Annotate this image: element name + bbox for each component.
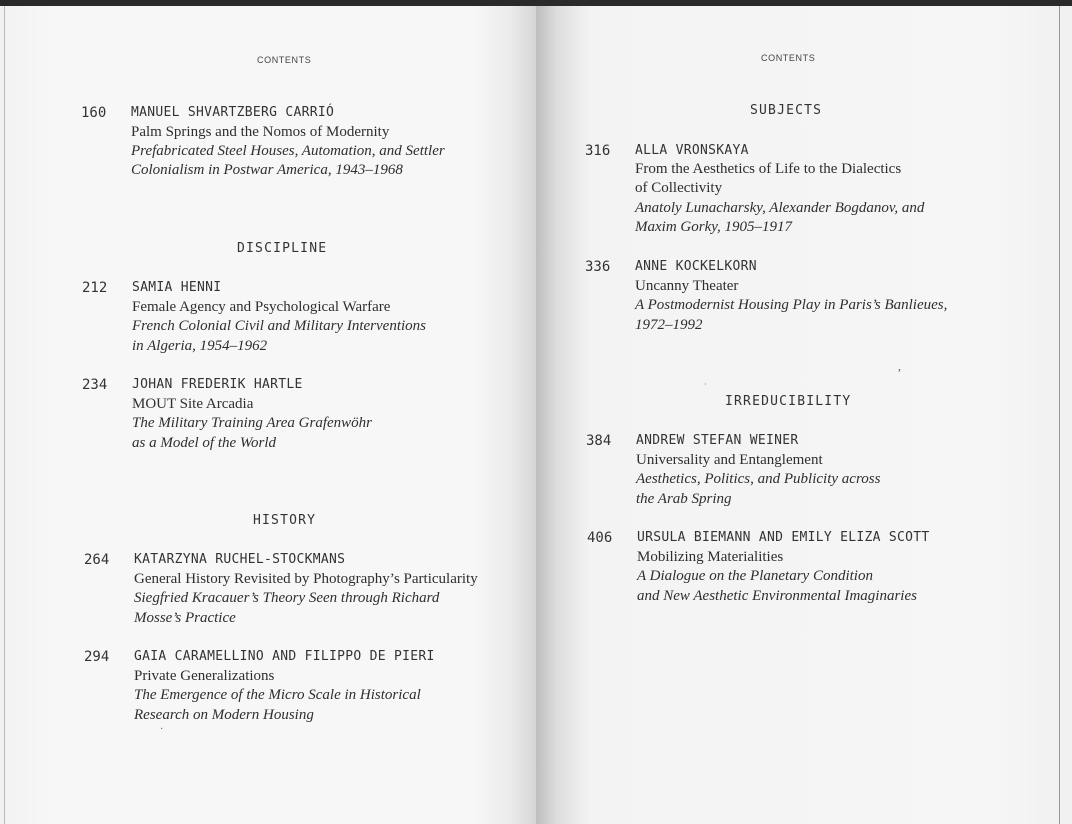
scan-speck: ,	[898, 359, 901, 373]
entry-page-number: 316	[585, 143, 611, 159]
entry-page-number: 294	[84, 649, 110, 665]
entry-subtitle-line: Research on Modern Housing	[134, 707, 314, 723]
entry-title: Mobilizing Materialities	[637, 549, 784, 565]
entry-subtitle-line: the Arab Spring	[636, 491, 732, 507]
entry-subtitle-line: as a Model of the World	[132, 435, 277, 451]
entry-author: ANNE KOCKELKORN	[635, 259, 757, 274]
entry-title-line: From the Aesthetics of Life to the Dialectics	[635, 161, 902, 177]
entry-subtitle-line: Anatoly Lunacharsky, Alexander Bogdanov, and	[635, 200, 925, 216]
entry-page-number: 264	[84, 552, 110, 568]
entry-subtitle-line: Aesthetics, Politics, and Publicity across	[636, 471, 881, 487]
entry-author: JOHAN FREDERIK HARTLE	[132, 377, 303, 392]
section-heading-discipline: DISCIPLINE	[237, 241, 328, 256]
entry-subtitle-line: A Dialogue on the Planetary Condition	[637, 568, 873, 584]
entry-subtitle-line: The Emergence of the Micro Scale in Historical	[134, 687, 421, 703]
entry-title: Female Agency and Psychological Warfare	[132, 299, 391, 315]
entry-subtitle-line: Colonialism in Postwar America, 1943–1968	[131, 162, 403, 178]
right-page-edge	[1059, 6, 1060, 824]
entry-subtitle-line: Mosse’s Practice	[134, 610, 236, 626]
section-heading-irreducibility: IRREDUCIBILITY	[725, 394, 852, 409]
entry-title: General History Revisited by Photography’s Particularity	[134, 571, 478, 587]
entry-title: Uncanny Theater	[635, 278, 739, 294]
entry-subtitle-line: and New Aesthetic Environmental Imaginaries	[637, 588, 917, 604]
entry-title: MOUT Site Arcadia	[132, 396, 254, 412]
entry-page-number: 406	[587, 530, 613, 546]
entry-subtitle-line: Siegfried Kracauer’s Theory Seen through Richard	[134, 590, 440, 606]
right-running-head: CONTENTS	[761, 53, 816, 63]
entry-subtitle-line: Maxim Gorky, 1905–1917	[635, 219, 793, 235]
left-page-edge	[4, 6, 5, 824]
entry-page-number: 212	[82, 280, 108, 296]
entry-subtitle-line: A Postmodernist Housing Play in Paris’s Banlieues,	[635, 297, 948, 313]
entry-page-number: 234	[82, 377, 108, 393]
scan-speck: ·	[704, 380, 707, 389]
entry-subtitle-line: French Colonial Civil and Military Interventions	[132, 318, 426, 334]
entry-page-number: 336	[585, 259, 611, 275]
entry-author: GAIA CARAMELLINO AND FILIPPO DE PIERI	[134, 649, 435, 664]
entry-author: KATARZYNA RUCHEL-STOCKMANS	[134, 552, 346, 567]
entry-subtitle-line: 1972–1992	[635, 317, 703, 333]
entry-page-number: 160	[81, 105, 107, 121]
entry-subtitle-line: The Military Training Area Grafenwöhr	[132, 415, 373, 431]
section-heading-subjects: SUBJECTS	[750, 103, 823, 118]
scan-speck: ·	[160, 724, 164, 735]
entry-title: Universality and Entanglement	[636, 452, 823, 468]
entry-author: ANDREW STEFAN WEINER	[636, 433, 799, 448]
entry-subtitle-line: Prefabricated Steel Houses, Automation, and Settler	[131, 143, 445, 159]
section-heading-history: HISTORY	[253, 513, 317, 528]
entry-title: Private Generalizations	[134, 668, 275, 684]
entry-author: URSULA BIEMANN AND EMILY ELIZA SCOTT	[637, 530, 930, 545]
entry-author: ALLA VRONSKAYA	[635, 143, 749, 158]
entry-subtitle-line: in Algeria, 1954–1962	[132, 338, 268, 354]
left-running-head: CONTENTS	[257, 55, 312, 65]
right-page	[536, 6, 1072, 824]
entry-author: MANUEL SHVARTZBERG CARRIÓ	[131, 105, 335, 120]
entry-page-number: 384	[586, 433, 612, 449]
entry-title-line: of Collectivity	[635, 180, 723, 196]
entry-title: Palm Springs and the Nomos of Modernity	[131, 124, 390, 140]
entry-author: SAMIA HENNI	[132, 280, 222, 295]
